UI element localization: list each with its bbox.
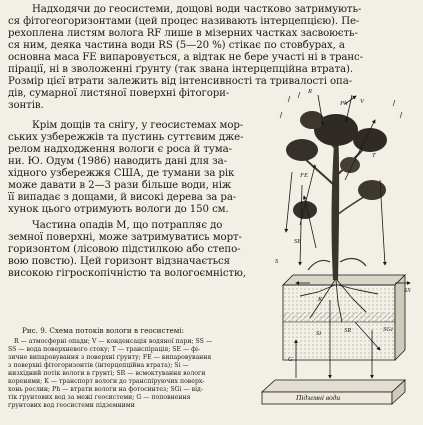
text-line: ся фітогеогоризонтами (цей процес називають інтерцепцією). Пе- bbox=[8, 16, 360, 27]
label-sr: SR bbox=[344, 327, 352, 334]
text-line: релом надходження вологи є роса й тума- bbox=[8, 144, 232, 155]
caption-line: зичне випаровування з поверхні ґрунту; FE — випаровування bbox=[8, 354, 212, 361]
label-ss: SS bbox=[404, 287, 411, 294]
caption-line: хонь рослин; Ph — втрати вологи на фотосинтез; SGi — від- bbox=[8, 386, 203, 393]
caption-line: низхідний потік вологи в ґрунті; SR — всмоктування вологи bbox=[8, 370, 206, 377]
caption-line: з поверхні фітогоризонтів (інтерцепційна втрата); Si — bbox=[8, 362, 189, 369]
text-line: ських узбережжів та пустинь суттєвим дже- bbox=[8, 132, 244, 143]
text-line: земної поверхні, може затримуватись морт- bbox=[8, 232, 242, 243]
tree bbox=[286, 111, 387, 280]
label-t: T bbox=[372, 152, 376, 159]
text-line: ни. Ю. Одум (1986) наводить дані для за- bbox=[8, 156, 227, 167]
text-line: хідного узбережжя США, де тумани за рік bbox=[8, 168, 235, 179]
text-line: Розмір цієї втрати залежить від інтенсивності та тривалості опа- bbox=[8, 76, 353, 87]
caption-line: коренями; K — транспорт вологи до транспіруючих поверх- bbox=[8, 378, 205, 385]
text-line: Крім дощів та снігу, у геосистемах мор- bbox=[32, 120, 244, 131]
caption-line: ґрунтових вод геосистеми підземними bbox=[8, 402, 135, 409]
text-line: ся ним, деяка частина води RS (5—20 %) стікає по стовбурах, а bbox=[8, 40, 345, 51]
text-line: зонтів. bbox=[8, 100, 44, 111]
label-k: K bbox=[318, 296, 323, 303]
text-line: хунок цього отримують вологи до 150 см. bbox=[8, 204, 229, 215]
text-line: основна маса FE випаровується, а відтак не бере участі ні в транс- bbox=[8, 52, 364, 63]
text-line: рехоплена листям волога RF лише в мізерних частках засвоюєть- bbox=[8, 28, 358, 39]
text-line: її випадає з дощами, й високі дерева за ра- bbox=[8, 192, 237, 203]
label-sgi: SGi bbox=[383, 326, 393, 333]
label-se: SE bbox=[294, 238, 302, 245]
label-si: Si bbox=[316, 330, 322, 337]
label-r: R bbox=[308, 88, 312, 95]
text-line: вою повстю). Цей горизонт відзначається bbox=[8, 256, 230, 267]
text-line: дів, сумарної листяної поверхні фітогори- bbox=[8, 88, 230, 99]
text-line: пірації, ні в зволоженні ґрунту (так звана інтерцепційна втрата). bbox=[8, 64, 353, 75]
caption-title: Рис. 9. Схема потоків вологи в геосистемі: bbox=[22, 326, 185, 335]
text-line: Частина опадів M, що потрапляє до bbox=[32, 220, 223, 231]
caption-line: SS — вода поверхневого стоку; T — транспірація; SE — фі- bbox=[8, 346, 201, 353]
groundwater-label: Підземні води bbox=[296, 393, 341, 402]
label-s: S bbox=[275, 258, 279, 265]
caption-line: тік ґрунтових вод за межі геосистеми; G — поповнення bbox=[8, 394, 191, 401]
text-line: Надходячи до геосистеми, дощові води частково затримують- bbox=[32, 4, 362, 15]
text-line: високою гігроскопічністю та вологоємністю, bbox=[8, 268, 246, 279]
caption-line: R — атмосферні опади; V — конденсація водяної пари; SS — bbox=[14, 338, 213, 345]
label-fe: FE bbox=[300, 172, 308, 179]
label-g: G bbox=[288, 356, 293, 363]
text-line: може давати в 2—3 рази більше води, ніж bbox=[8, 180, 232, 191]
label-v: V bbox=[360, 98, 364, 105]
text-line: горизонтом (лісовою підстилкою або степо- bbox=[8, 244, 241, 255]
label-ph: Ph bbox=[340, 100, 348, 107]
